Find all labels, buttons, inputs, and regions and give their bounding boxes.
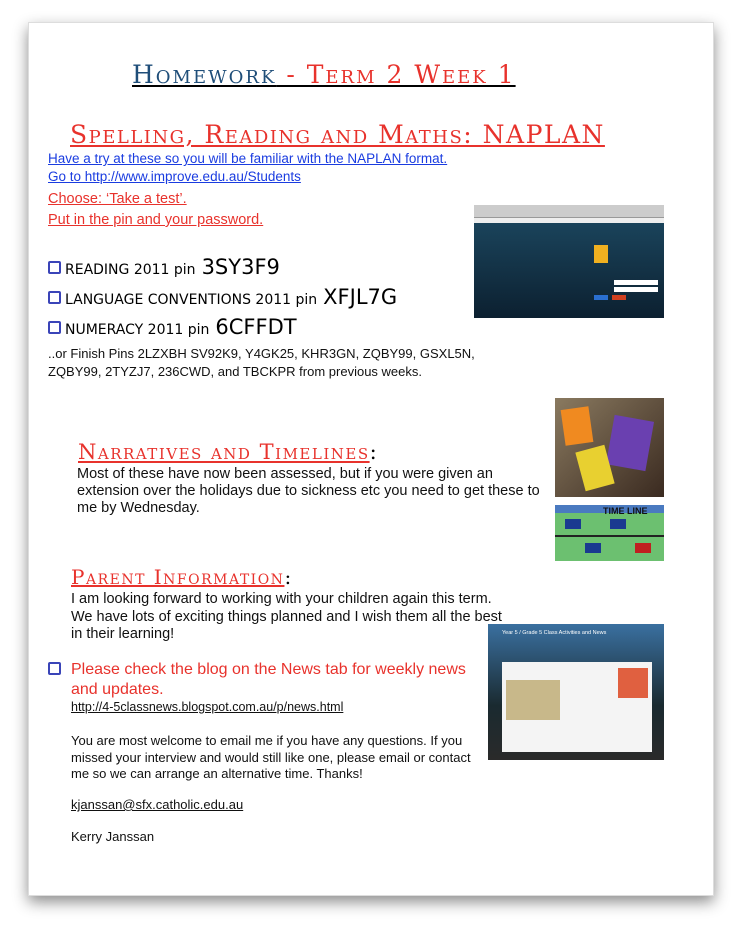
signature: Kerry Janssan: [71, 829, 155, 844]
blog-note: Please check the blog on the News tab for weekly news and updates.: [71, 661, 466, 698]
pin-list: [48, 255, 397, 345]
blog-checkbox[interactable]: [48, 660, 65, 678]
pin-code: 6CFFDT: [215, 315, 297, 339]
timeline-photo: [555, 505, 664, 561]
pin-instruction: Put in the pin and your password.: [48, 212, 264, 228]
email-note: You are most welcome to email me if you have any questions. If you missed your interview and would still like one, please email or contact me so we can arrange an alternative time. Thanks!: [71, 733, 471, 781]
naplan-intro: Have a try at these so you will be familiar with the NAPLAN format.: [48, 151, 448, 166]
checkbox-icon[interactable]: [48, 261, 61, 274]
pin-label: NUMERACY 2011 pin: [65, 322, 210, 338]
improve-screenshot: [474, 205, 664, 318]
pin-code: XFJL7G: [323, 285, 398, 309]
checkbox-icon[interactable]: [48, 662, 61, 675]
pin-label: READING 2011 pin: [65, 262, 196, 278]
narratives-heading-text: Narratives and Timelines: [78, 440, 370, 464]
parent-heading-text: Parent Information: [71, 565, 285, 589]
page-title: [132, 60, 516, 89]
pin-code: 3SY3F9: [201, 255, 280, 279]
parent-intro: I am looking forward to working with your children again this term. We have lots of exciting things planned and I wish them all the best in their learning!: [71, 591, 502, 642]
parent-heading: [71, 565, 293, 589]
improve-link[interactable]: Go to http://www.improve.edu.au/Students: [48, 169, 301, 184]
blog-screenshot: [488, 624, 664, 760]
colon: :: [284, 565, 293, 589]
pin-label: LANGUAGE CONVENTIONS 2011 pin: [65, 292, 318, 308]
pin-item-numeracy: [48, 315, 397, 345]
narratives-heading: [78, 440, 378, 464]
title-homework: Homework: [132, 60, 277, 89]
email-link[interactable]: kjanssan@sfx.catholic.edu.au: [71, 797, 244, 812]
pin-item-language: [48, 285, 397, 315]
blog-title: Year 5 / Grade 5 Class Activities and News: [502, 630, 607, 636]
naplan-heading: Spelling, Reading and Maths: NAPLAN: [70, 120, 605, 149]
blog-link[interactable]: http://4-5classnews.blogspot.com.au/p/news.html: [71, 700, 344, 714]
pin-item-reading: [48, 255, 397, 285]
choose-instruction: Choose: ‘Take a test’.: [48, 191, 187, 207]
colon: :: [369, 440, 379, 464]
finish-pins: ..or Finish Pins 2LZXBH SV92K9, Y4GK25, KHR3GN, ZQBY99, GSXL5N, ZQBY99, 2TYZJ7, 236CWD, and TBCKPR from previous weeks.: [48, 346, 475, 379]
checkbox-icon[interactable]: [48, 321, 61, 334]
checkbox-icon[interactable]: [48, 291, 61, 304]
title-term: - Term 2 Week 1: [276, 60, 516, 89]
student-work-photo: [555, 398, 664, 497]
narratives-text: Most of these have now been assessed, but if you were given an extension over the holidays due to sickness etc you need to get these to me by Wednesday.: [77, 466, 540, 516]
timeline-label: TIME LINE: [603, 506, 648, 516]
